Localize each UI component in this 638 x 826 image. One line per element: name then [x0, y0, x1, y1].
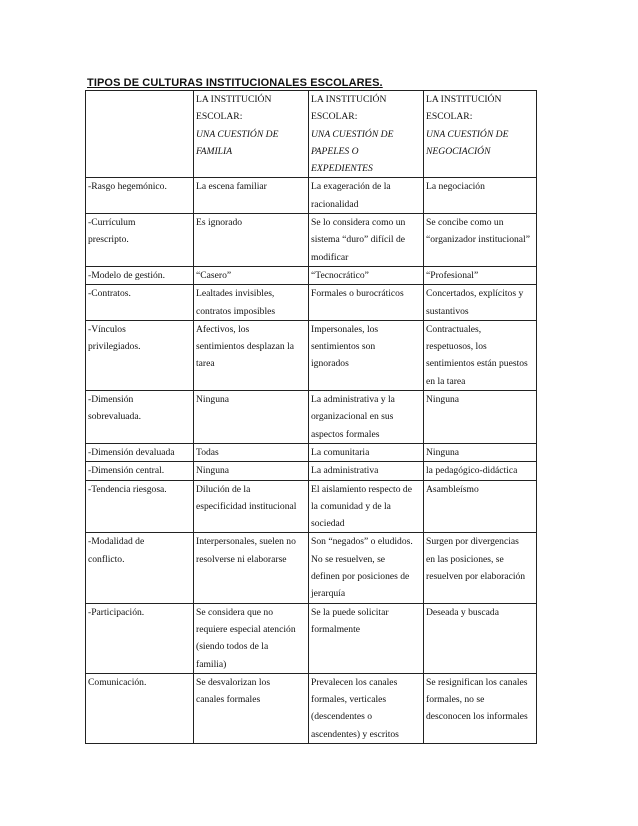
- table-cell: [309, 673, 424, 743]
- cell-line: requiere especial atención: [196, 623, 296, 635]
- cell-line: (descendentes o: [311, 711, 373, 723]
- table-cell: [424, 320, 537, 390]
- table-row: [86, 391, 537, 444]
- table-cell: [194, 443, 309, 461]
- table-row: [86, 603, 537, 673]
- cell-line: La escena familiar: [196, 181, 267, 193]
- table-cell: [424, 391, 537, 444]
- row-label-line: -Currículum: [88, 217, 136, 229]
- table-row: [86, 178, 537, 214]
- cell-line: sentimientos son: [311, 341, 376, 353]
- table-cell: [424, 673, 537, 743]
- row-label-cell: [86, 443, 194, 461]
- cell-line: aspectos formales: [311, 428, 380, 440]
- table-cell: [424, 285, 537, 321]
- cell-line: Todas: [196, 446, 219, 458]
- row-label-line: -Dimensión central.: [88, 465, 165, 477]
- cell-line: Impersonales, los: [311, 323, 379, 335]
- row-label-line: -Vínculos: [88, 323, 126, 335]
- table-row: [86, 214, 537, 267]
- table-cell: [424, 443, 537, 461]
- table-cell: [309, 214, 424, 267]
- table-cell: [424, 533, 537, 603]
- cell-line: contratos imposibles: [196, 305, 276, 317]
- cell-line: respetuosos, los: [426, 341, 487, 353]
- row-label-line: -Modalidad de: [88, 536, 145, 548]
- table-cell: [309, 462, 424, 480]
- table-cell: [194, 391, 309, 444]
- cell-line: Se lo considera como un: [311, 217, 406, 229]
- header-line: ESCOLAR:: [426, 111, 473, 123]
- row-label-cell: [86, 178, 194, 214]
- table-cell: [194, 673, 309, 743]
- cell-line: Ninguna: [426, 394, 460, 406]
- cell-line: Ninguna: [196, 394, 230, 406]
- table-cell: [424, 480, 537, 533]
- cell-line: Contractuales,: [426, 323, 482, 335]
- cell-line: Se la puede solicitar: [311, 606, 389, 618]
- table-cell: [309, 320, 424, 390]
- row-label-cell: [86, 462, 194, 480]
- table-cell: [309, 603, 424, 673]
- header-subtitle-line: FAMILIA: [196, 145, 233, 157]
- cell-line: racionalidad: [311, 198, 359, 210]
- table-cell: [309, 285, 424, 321]
- row-label-cell: [86, 533, 194, 603]
- cell-line: la pedagógico-didáctica: [426, 465, 518, 477]
- cell-line: resolverse ni elaborarse: [196, 553, 287, 565]
- cell-line: La exageración de la: [311, 181, 391, 193]
- table-cell: [194, 462, 309, 480]
- column-header-family: [194, 91, 309, 178]
- cell-line: sentimientos desplazan la: [196, 341, 295, 353]
- cell-line: Se desvalorizan los: [196, 676, 271, 688]
- header-subtitle-line: EXPEDIENTES: [311, 163, 373, 175]
- row-label-line: -Dimensión: [88, 394, 134, 406]
- header-line: LA INSTITUCIÓN: [311, 94, 387, 105]
- table-row: [86, 480, 537, 533]
- row-label-cell: [86, 480, 194, 533]
- row-label-line: -Modelo de gestión.: [88, 269, 166, 281]
- header-subtitle-line: UNA CUESTIÓN DE: [196, 128, 279, 140]
- cell-line: Prevalecen los canales: [311, 676, 398, 688]
- row-label-line: privilegiados.: [88, 341, 141, 353]
- cell-line: La administrativa y la: [311, 394, 395, 406]
- table-cell: [194, 533, 309, 603]
- table-cell: [194, 178, 309, 214]
- cell-line: El aislamiento respecto de: [311, 483, 412, 495]
- cell-line: No se resuelven, se: [311, 553, 386, 565]
- row-label-cell: [86, 266, 194, 284]
- row-label-cell: [86, 285, 194, 321]
- table-cell: [194, 603, 309, 673]
- cell-line: sistema “duro” difícil de: [311, 234, 406, 246]
- cell-line: canales formales: [196, 694, 261, 706]
- table-row: [86, 285, 537, 321]
- cell-line: “Tecnocrático”: [311, 269, 369, 281]
- table-row: [86, 320, 537, 390]
- row-label-line: sobrevaluada.: [88, 411, 142, 423]
- cell-line: Asambleísmo: [426, 483, 479, 495]
- cultures-table: [85, 90, 537, 744]
- column-header-negotiation: [424, 91, 537, 178]
- header-line: LA INSTITUCIÓN: [426, 94, 502, 105]
- table-cell: [424, 603, 537, 673]
- row-label-line: Comunicación.: [88, 676, 147, 688]
- header-subtitle-line: PAPELES O: [311, 145, 359, 157]
- cell-line: Deseada y buscada: [426, 606, 499, 618]
- cell-line: Afectivos, los: [196, 323, 250, 335]
- table-cell: [424, 214, 537, 267]
- table-cell: [194, 320, 309, 390]
- cell-line: “Casero”: [196, 269, 232, 281]
- header-subtitle-line: UNA CUESTIÓN DE: [311, 128, 394, 140]
- table-body: [86, 178, 537, 744]
- header-line: ESCOLAR:: [311, 111, 358, 123]
- cell-line: Ninguna: [426, 446, 460, 458]
- row-label-line: -Tendencia riesgosa.: [88, 483, 167, 495]
- row-label-cell: [86, 391, 194, 444]
- header-line: LA INSTITUCIÓN: [196, 94, 272, 105]
- cell-line: Formales o burocráticos: [311, 288, 404, 300]
- cell-line: Es ignorado: [196, 217, 243, 229]
- row-label-cell: [86, 214, 194, 267]
- cell-line: Surgen por divergencias: [426, 536, 519, 548]
- cell-line: resuelven por elaboración: [426, 571, 526, 583]
- table-row: [86, 443, 537, 461]
- document-title: TIPOS DE CULTURAS INSTITUCIONALES ESCOLARES.: [87, 77, 383, 89]
- cell-line: La negociación: [426, 181, 485, 193]
- cell-line: ascendentes) y escritos: [311, 728, 399, 740]
- table-cell: [424, 178, 537, 214]
- cell-line: definen por posiciones de: [311, 571, 410, 583]
- table-cell: [309, 480, 424, 533]
- cell-line: la comunidad y de la: [311, 500, 391, 512]
- table-cell: [309, 266, 424, 284]
- cell-line: Lealtades invisibles,: [196, 288, 275, 300]
- cell-line: Dilución de la: [196, 483, 251, 495]
- cell-line: especificidad institucional: [196, 500, 297, 512]
- cell-line: Ninguna: [196, 465, 230, 477]
- header-subtitle-line: UNA CUESTIÓN DE: [426, 128, 509, 140]
- row-label-line: conflicto.: [88, 553, 125, 565]
- header-empty-cell: [86, 91, 194, 178]
- cell-line: tarea: [196, 358, 215, 370]
- table-cell: [194, 266, 309, 284]
- cell-line: jerarquía: [311, 588, 346, 600]
- table-row: [86, 462, 537, 480]
- column-header-papers: [309, 91, 424, 178]
- cell-line: en las posiciones, se: [426, 553, 504, 565]
- cell-line: sustantivos: [426, 305, 469, 317]
- header-subtitle-line: NEGOCIACIÓN: [426, 145, 491, 157]
- table-cell: [309, 533, 424, 603]
- table-header-row: [86, 91, 537, 178]
- cell-line: “Profesional”: [426, 269, 479, 281]
- table-row: [86, 673, 537, 743]
- cell-line: ignorados: [311, 358, 349, 370]
- cell-line: Se resignifican los canales: [426, 676, 528, 688]
- row-label-cell: [86, 603, 194, 673]
- cell-line: sentimientos están puestos: [426, 358, 528, 370]
- table-cell: [309, 443, 424, 461]
- cell-line: Son “negados” o eludidos.: [311, 536, 413, 548]
- cell-line: Interpersonales, suelen no: [196, 536, 296, 548]
- cell-line: modificar: [311, 251, 349, 263]
- table-cell: [309, 178, 424, 214]
- cell-line: formalmente: [311, 623, 361, 635]
- row-label-line: -Participación.: [88, 606, 145, 618]
- row-label-line: -Dimensión devaluada: [88, 446, 175, 458]
- cell-line: La administrativa: [311, 465, 379, 477]
- row-label-line: prescripto.: [88, 234, 129, 246]
- table-cell: [194, 480, 309, 533]
- cell-line: sociedad: [311, 518, 345, 530]
- cell-line: Se considera que no: [196, 606, 273, 618]
- cell-line: formales, no se: [426, 694, 485, 706]
- table-cell: [424, 266, 537, 284]
- table-cell: [424, 462, 537, 480]
- row-label-line: -Contratos.: [88, 288, 131, 300]
- table-cell: [309, 391, 424, 444]
- table-cell: [194, 214, 309, 267]
- cell-line: familia): [196, 658, 227, 670]
- cell-line: Se concibe como un: [426, 217, 504, 229]
- header-line: ESCOLAR:: [196, 111, 243, 123]
- row-label-cell: [86, 320, 194, 390]
- cell-line: desconocen los informales: [426, 711, 528, 723]
- cell-line: “organizador institucional”: [426, 234, 530, 246]
- cell-line: Concertados, explícitos y: [426, 288, 524, 300]
- cell-line: (siendo todos de la: [196, 641, 269, 653]
- cell-line: en la tarea: [426, 375, 466, 387]
- row-label-cell: [86, 673, 194, 743]
- cell-line: La comunitaria: [311, 446, 370, 458]
- row-label-line: -Rasgo hegemónico.: [88, 181, 167, 193]
- table-row: [86, 533, 537, 603]
- cell-line: formales, verticales: [311, 694, 387, 706]
- table-cell: [194, 285, 309, 321]
- cell-line: organizacional en sus: [311, 411, 394, 423]
- table-row: [86, 266, 537, 284]
